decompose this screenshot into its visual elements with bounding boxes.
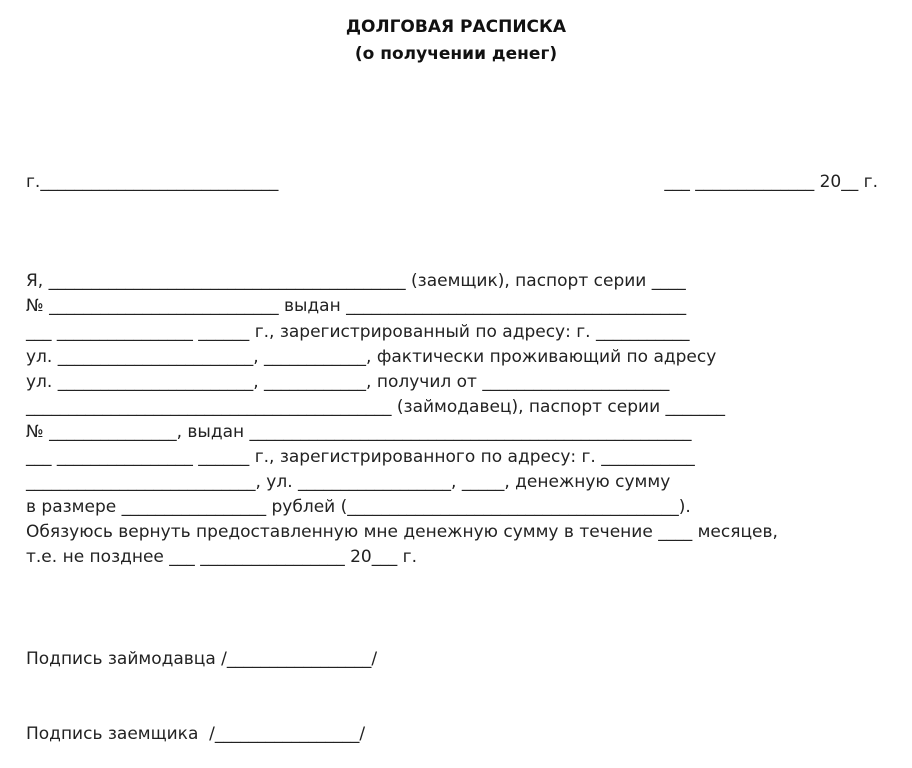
body-line: ул. _______________________, ____________, фактически проживающий по адресу (26, 347, 717, 367)
body-line: Я, __________________________________________ (заемщик), паспорт серии ____ (26, 271, 686, 291)
body-line: № ___________________________ выдан ________________________________________ (26, 296, 687, 316)
date-field: ___ ______________ 20__ г. (664, 172, 878, 192)
body-line: т.е. не позднее ___ _________________ 20___ г. (26, 547, 417, 567)
city-field: г.____________________________ (26, 172, 279, 192)
body-line: ___________________________________________ (займодавец), паспорт серии _______ (26, 397, 726, 417)
body-line: № _______________, выдан ____________________________________________________ (26, 422, 692, 442)
document-title: ДОЛГОВАЯ РАСПИСКА (345, 17, 567, 37)
body-line: ___ ________________ ______ г., зарегистрированного по адресу: г. ___________ (26, 447, 695, 467)
lender-signature-line: Подпись займодавца /_________________/ (26, 649, 378, 669)
body-line: в размере _________________ рублей (_______________________________________). (26, 497, 691, 517)
body-line: Обязуюсь вернуть предоставленную мне денежную сумму в течение ____ месяцев, (26, 522, 778, 542)
body-line: ул. _______________________, ____________, получил от ______________________ (26, 372, 670, 392)
document-subtitle: (о получении денег) (354, 44, 558, 64)
borrower-signature-line: Подпись заемщика /_________________/ (26, 724, 366, 744)
body-line: ___ ________________ ______ г., зарегистрированный по адресу: г. ___________ (26, 322, 690, 342)
body-line: ___________________________, ул. __________________, _____, денежную сумму (26, 472, 671, 492)
